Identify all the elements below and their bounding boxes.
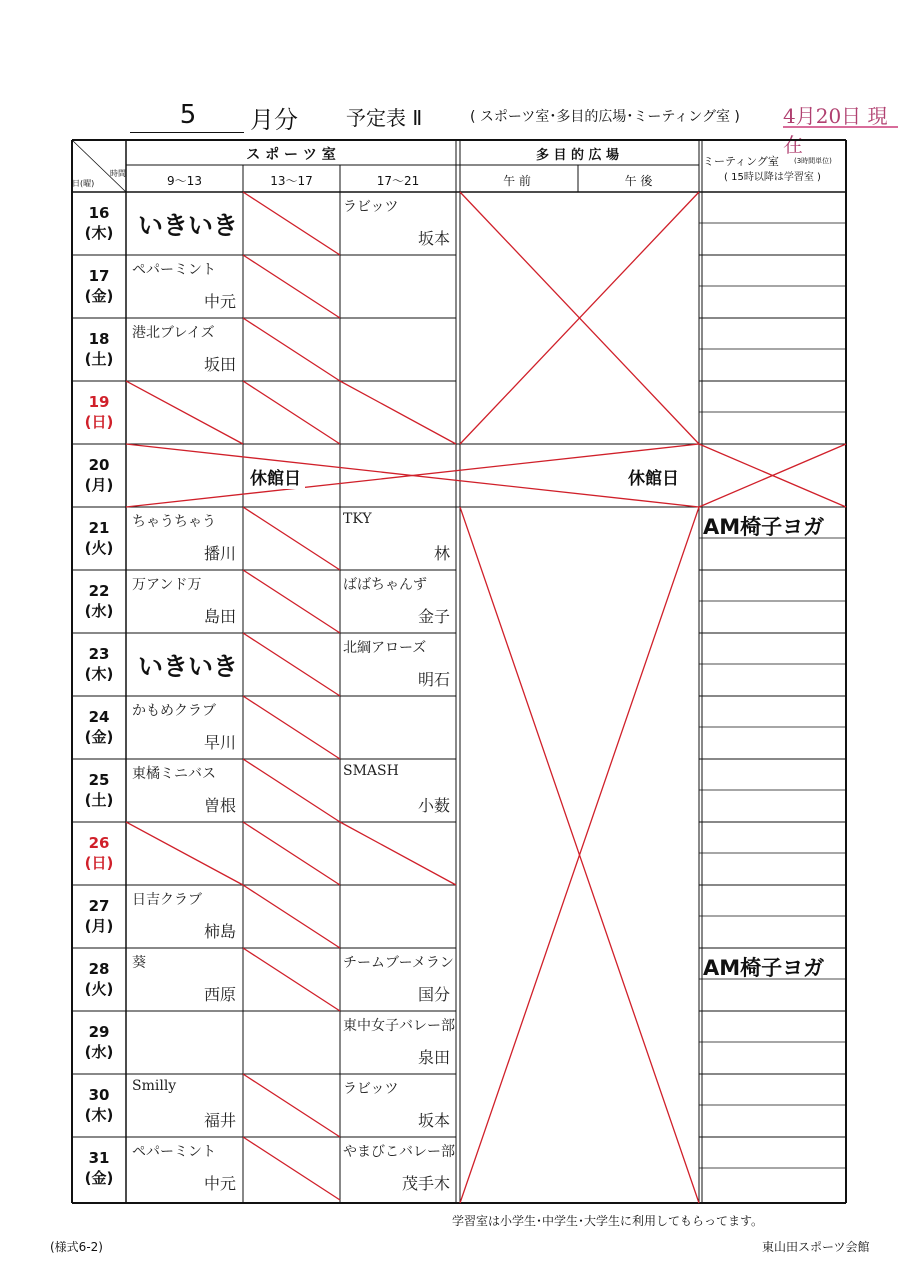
slot3-group-name: やまびこバレー部 (343, 1144, 455, 1160)
slot1-group-name: かもめクラブ (132, 703, 216, 719)
slot1-contact-name: 西原 (203, 985, 236, 1004)
slot3-contact-name: 金子 (417, 607, 450, 626)
slot-1-header: 9～13 (167, 174, 202, 188)
plaza-pm-header: 午 後 (624, 174, 653, 188)
slot3-group-name: 北綱アローズ (343, 640, 427, 656)
as-of-date: 4月20日 現在 (783, 104, 888, 157)
facility-name: 東山田スポーツ会館 (762, 1240, 870, 1254)
slot3-contact-name: 林 (433, 544, 450, 563)
slot1-group-name: 万アンド万 (132, 577, 202, 593)
day-of-week: (水) (84, 602, 114, 620)
day-number: 25 (88, 771, 110, 789)
corner-time-label: 時間 (110, 169, 126, 178)
month-unit: 月分 (250, 106, 298, 134)
slot3-group-name: SMASH (343, 763, 399, 779)
slot3-contact-name: 小薮 (417, 796, 450, 815)
slot1-contact-name: 播川 (203, 544, 236, 563)
slot3-group-name: ラビッツ (343, 199, 399, 215)
day-of-week: (火) (84, 539, 114, 557)
unavailable-strike (243, 570, 340, 633)
unavailable-strike (243, 633, 340, 696)
day-number: 28 (88, 960, 110, 978)
slot3-contact-name: 坂本 (417, 1111, 450, 1130)
slot1-contact-name: 福井 (203, 1111, 236, 1130)
unavailable-strike (243, 255, 340, 318)
unavailable-strike (243, 759, 340, 822)
slot1-contact-name: 坂田 (203, 355, 236, 374)
slot3-contact-name: 明石 (417, 670, 450, 689)
unavailable-strike (340, 822, 456, 885)
slot1-contact-name: 中元 (203, 292, 236, 311)
slot3-group-name: ラビッツ (343, 1081, 399, 1097)
slot1-contact-name: 中元 (203, 1174, 236, 1193)
slot1-group-name: ペパーミント (132, 262, 216, 278)
unavailable-strike (243, 318, 340, 381)
day-of-week: (日) (84, 854, 114, 872)
month-number: 5 (179, 100, 197, 130)
day-of-week: (土) (84, 791, 114, 809)
slot-2-header: 13～17 (270, 174, 313, 188)
day-of-week: (金) (84, 1169, 114, 1187)
day-number: 16 (88, 204, 110, 222)
cross-marks (126, 192, 846, 1203)
corner-day-label: 日(曜) (72, 179, 95, 188)
slot3-contact-name: 泉田 (417, 1048, 450, 1067)
unavailable-strike (243, 948, 340, 1011)
day-number: 22 (88, 582, 110, 600)
day-of-week: (日) (84, 413, 114, 431)
unavailable-strike (340, 381, 456, 444)
slot3-contact-name: 国分 (417, 985, 450, 1004)
day-number: 26 (88, 834, 110, 852)
slot3-contact-name: 坂本 (417, 229, 450, 248)
day-number: 29 (88, 1023, 110, 1041)
slot1-contact-name: 柿島 (203, 922, 236, 941)
unavailable-strike (243, 381, 340, 444)
day-of-week: (木) (84, 224, 114, 242)
day-number: 27 (88, 897, 110, 915)
slot1-group-name: 葵 (132, 955, 146, 971)
closed-day-label-sports: 休館日 (246, 464, 305, 489)
unavailable-strike (243, 192, 340, 255)
day-of-week: (月) (84, 476, 114, 494)
slot-3-header: 17～21 (376, 174, 420, 188)
unavailable-strike (243, 507, 340, 570)
unavailable-strike (243, 696, 340, 759)
meeting-room-unit: (3時間単位) (794, 157, 832, 165)
day-of-week: (土) (84, 350, 114, 368)
study-room-note: 学習室は小学生･中学生･大学生に利用してもらってます。 (452, 1214, 764, 1228)
slot1-group-name: 日吉クラブ (132, 892, 202, 908)
unavailable-strike (243, 1074, 340, 1137)
unavailable-strike (243, 822, 340, 885)
plaza-header: 多 目 的 広 場 (535, 148, 620, 163)
slot1-contact-name: 島田 (203, 607, 236, 626)
slot3-group-name: ばばちゃんず (343, 577, 427, 593)
day-number: 23 (88, 645, 110, 663)
slot1-contact-name: 早川 (203, 733, 236, 752)
day-of-week: (木) (84, 665, 114, 683)
sports-room-header: ス ポ ー ツ 室 (246, 147, 336, 163)
slot1-group-name: 港北ブレイズ (132, 325, 215, 341)
day-number: 19 (88, 393, 110, 411)
slot1-group-name: 東橘ミニバス (132, 766, 216, 782)
day-of-week: (水) (84, 1043, 114, 1061)
slot1-group-name: Smilly (132, 1078, 177, 1094)
meeting-booking: AM椅子ヨガ (703, 956, 825, 980)
slot3-group-name: チームブーメラン (343, 955, 454, 971)
meeting-room-note: ( 15時以降は学習室 ) (724, 172, 821, 183)
slot3-group-name: TKY (343, 511, 372, 527)
slot1-contact-name: 曽根 (203, 796, 236, 815)
day-number: 31 (88, 1149, 110, 1167)
slot3-contact-name: 茂手木 (401, 1174, 450, 1193)
unavailable-strike (243, 1137, 340, 1200)
unavailable-strike (126, 381, 243, 444)
plaza-am-header: 午 前 (503, 174, 531, 188)
meeting-booking: AM椅子ヨガ (703, 515, 825, 539)
day-number: 30 (88, 1086, 110, 1104)
day-number: 18 (88, 330, 110, 348)
day-of-week: (木) (84, 1106, 114, 1124)
slot1-group-name: ペパーミント (132, 1144, 216, 1160)
unavailable-strike (243, 885, 340, 948)
slot1-booking: いきいき (138, 211, 239, 240)
schedule-subtitle: ( スポーツ室･多目的広場･ミーティング室 ) (470, 109, 740, 125)
closed-day-label-plaza: 休館日 (624, 464, 683, 489)
form-number: (様式6-2) (50, 1240, 103, 1254)
day-of-week: (火) (84, 980, 114, 998)
day-number: 20 (88, 456, 110, 474)
slot1-booking: いきいき (138, 652, 239, 681)
slot1-group-name: ちゃうちゃう (132, 514, 216, 530)
day-number: 24 (88, 708, 110, 726)
day-of-week: (月) (84, 917, 114, 935)
slot3-group-name: 東中女子バレー部 (343, 1018, 455, 1034)
meeting-room-header: ミーティング室 (703, 155, 779, 168)
schedule-title: 予定表 Ⅱ (346, 106, 423, 130)
day-of-week: (金) (84, 287, 114, 305)
day-number: 21 (88, 519, 110, 537)
unavailable-strike (126, 822, 243, 885)
day-of-week: (金) (84, 728, 114, 746)
day-number: 17 (88, 267, 110, 285)
